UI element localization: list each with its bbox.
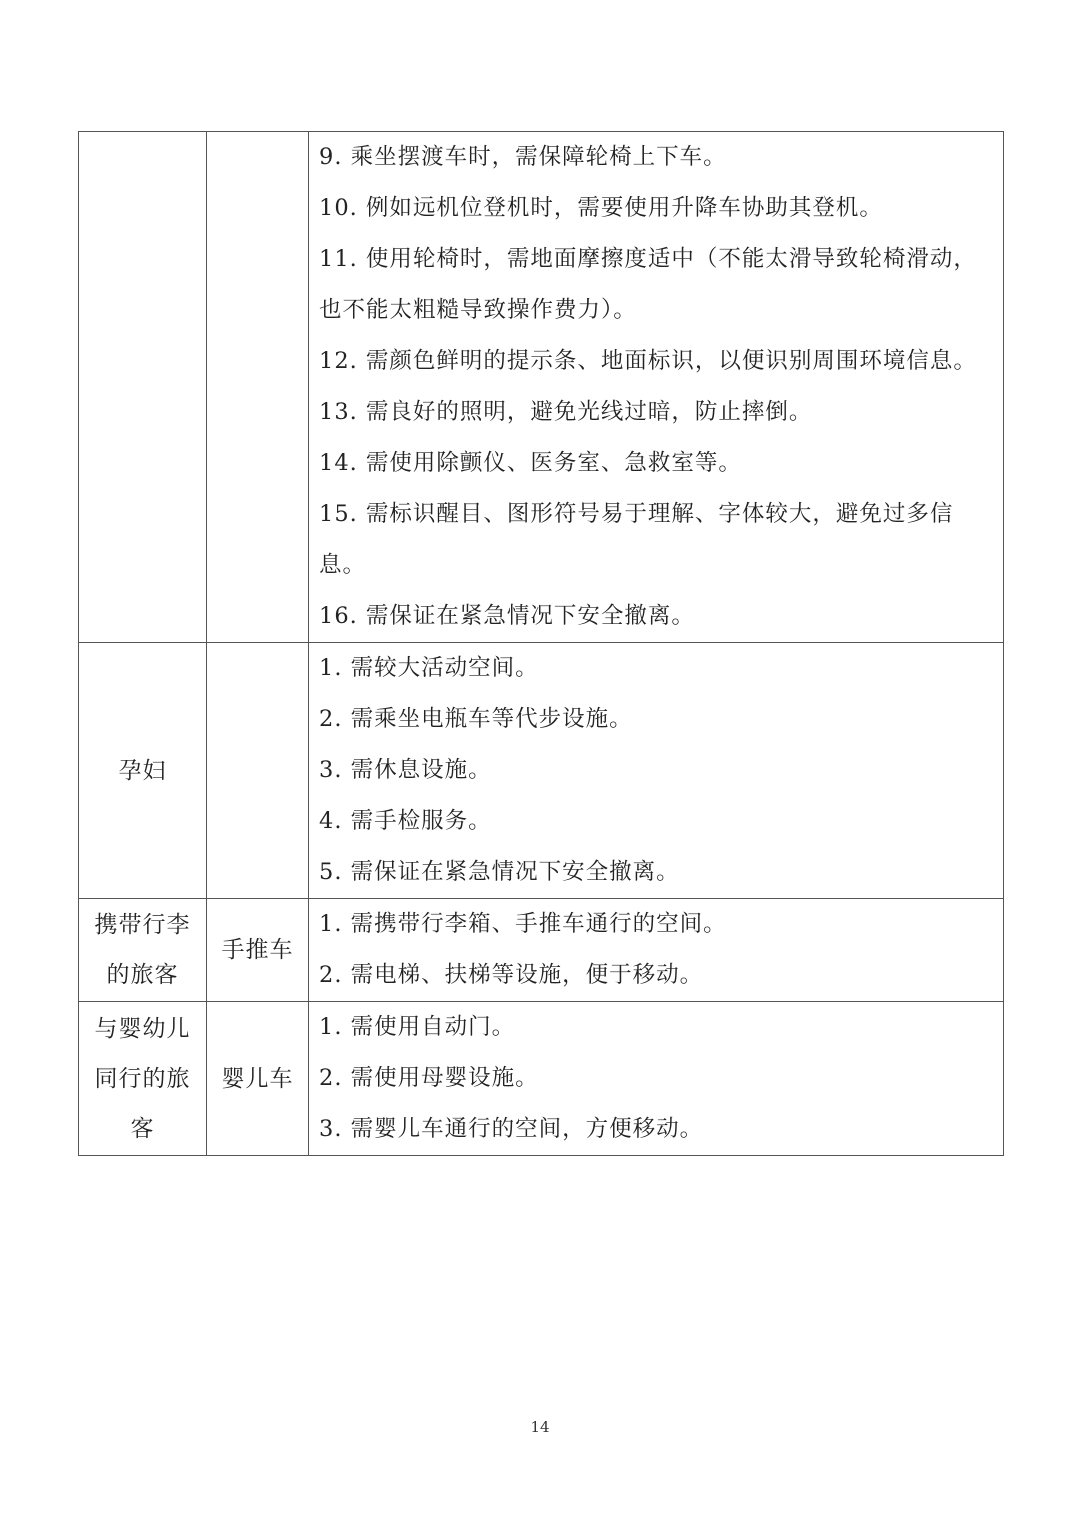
requirement-item: 4. 需手检服务。 xyxy=(319,808,492,834)
category-label: 孕妇 xyxy=(118,757,167,784)
table-row xyxy=(79,899,1004,1002)
category-label: 携带行李 xyxy=(94,912,191,938)
category-cell xyxy=(79,132,207,643)
aid-label: 婴儿车 xyxy=(221,1065,294,1092)
aid-cell xyxy=(207,899,309,1002)
requirement-item: 15. 需标识醒目、图形符号易于理解、字体较大，避免过多信 xyxy=(319,501,954,527)
requirement-item: 1. 需较大活动空间。 xyxy=(319,655,539,681)
category-label: 同行的旅 xyxy=(94,1065,191,1092)
requirement-item: 3. 需休息设施。 xyxy=(319,757,492,783)
aid-cell xyxy=(207,1002,309,1156)
table-row xyxy=(79,132,1004,643)
category-cell xyxy=(79,643,207,899)
category-cell xyxy=(79,899,207,1002)
category-label: 的旅客 xyxy=(106,962,179,988)
requirement-item: 9. 乘坐摆渡车时，需保障轮椅上下车。 xyxy=(319,144,727,170)
requirement-item: 13. 需良好的照明，避免光线过暗，防止摔倒。 xyxy=(319,399,813,425)
requirement-item: 11. 使用轮椅时，需地面摩擦度适中（不能太滑导致轮椅滑动， xyxy=(319,246,977,272)
requirements-cell xyxy=(309,899,1004,1002)
requirements-cell xyxy=(309,1002,1004,1156)
table-row xyxy=(79,643,1004,899)
requirements-cell xyxy=(309,132,1004,643)
aid-cell xyxy=(207,643,309,899)
requirement-item: 16. 需保证在紧急情况下安全撤离。 xyxy=(319,603,695,629)
requirements-cell xyxy=(309,643,1004,899)
requirement-item: 也不能太粗糙导致操作费力）。 xyxy=(319,297,637,323)
requirement-item: 2. 需乘坐电瓶车等代步设施。 xyxy=(319,706,633,732)
requirement-item: 10. 例如远机位登机时，需要使用升降车协助其登机。 xyxy=(319,195,883,221)
requirements-table xyxy=(78,131,1004,1156)
requirement-item: 1. 需携带行李箱、手推车通行的空间。 xyxy=(319,911,727,937)
category-label: 与婴幼儿 xyxy=(94,1015,191,1042)
requirement-item: 1. 需使用自动门。 xyxy=(319,1014,516,1040)
requirement-item: 12. 需颜色鲜明的提示条、地面标识，以便识别周围环境信息。 xyxy=(319,348,977,374)
page-number: 14 xyxy=(530,1418,550,1436)
table-row xyxy=(79,1002,1004,1156)
requirement-item: 3. 需婴儿车通行的空间，方便移动。 xyxy=(319,1116,704,1142)
category-cell xyxy=(79,1002,207,1156)
category-label: 客 xyxy=(130,1115,155,1142)
requirement-item: 14. 需使用除颤仪、医务室、急救室等。 xyxy=(319,450,742,476)
requirement-item: 5. 需保证在紧急情况下安全撤离。 xyxy=(319,859,680,885)
requirement-item: 2. 需使用母婴设施。 xyxy=(319,1065,539,1091)
aid-label: 手推车 xyxy=(221,937,294,963)
requirement-item: 2. 需电梯、扶梯等设施，便于移动。 xyxy=(319,962,704,988)
aid-cell xyxy=(207,132,309,643)
requirement-item: 息。 xyxy=(319,552,367,578)
